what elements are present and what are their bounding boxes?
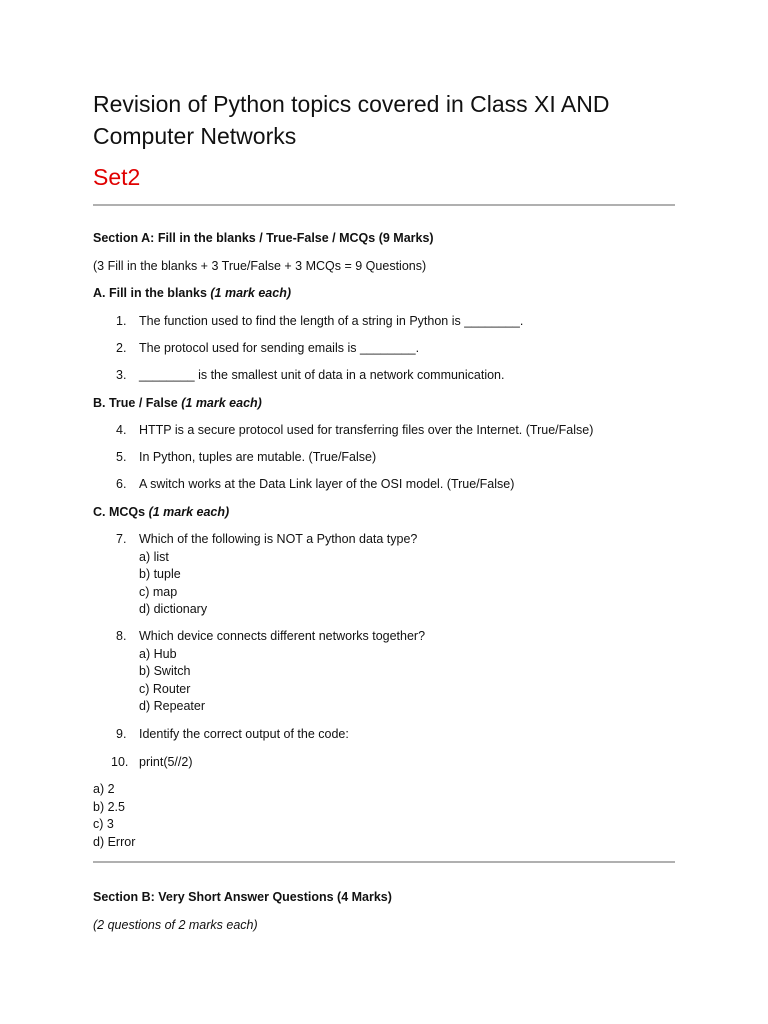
- question-number: 1.: [116, 314, 127, 328]
- question-number: 8.: [116, 629, 127, 643]
- question-text: ________ is the smallest unit of data in a network communication.: [139, 368, 505, 382]
- mcq-label: C. MCQs: [93, 505, 149, 519]
- question-number: 10.: [111, 755, 129, 769]
- section-b-heading: Section B: Very Short Answer Questions (4 Marks): [93, 890, 392, 904]
- title-line-2: Computer Networks: [93, 123, 297, 149]
- question-text: HTTP is a secure protocol used for transferring files over the Internet. (True/False): [139, 423, 594, 437]
- question-text: A switch works at the Data Link layer of the OSI model. (True/False): [139, 477, 515, 491]
- option-c: c) Router: [139, 681, 191, 696]
- question-number: 6.: [116, 477, 127, 491]
- document-title: [93, 88, 675, 152]
- true-false-heading: [93, 395, 675, 412]
- question-number: 7.: [116, 532, 127, 546]
- option-a: a) 2: [93, 782, 115, 796]
- option-a: a) list: [139, 549, 169, 564]
- document-page: [93, 88, 675, 206]
- option-c: c) map: [139, 584, 178, 599]
- section-a-note: (3 Fill in the blanks + 3 True/False + 3 MCQs = 9 Questions): [93, 259, 427, 273]
- question-text: Identify the correct output of the code:: [139, 727, 349, 741]
- question-number: 2.: [116, 341, 127, 355]
- fill-in-blanks-heading: [93, 285, 675, 302]
- question-8: [93, 628, 675, 716]
- question-number: 3.: [116, 368, 127, 382]
- question-text: Which of the following is NOT a Python data type?: [139, 532, 418, 546]
- section-a-heading: Section A: Fill in the blanks / True-False / MCQs (9 Marks): [93, 231, 434, 245]
- question-number: 4.: [116, 423, 127, 437]
- option-b: b) 2.5: [93, 799, 125, 814]
- option-d: d) dictionary: [139, 602, 208, 616]
- option-d: d) Repeater: [139, 699, 206, 713]
- question-text: In Python, tuples are mutable. (True/False): [139, 450, 377, 464]
- option-b: b) Switch: [139, 664, 191, 678]
- question-text: The protocol used for sending emails is ________.: [139, 341, 420, 355]
- question-3: [93, 367, 675, 385]
- option-a: a) Hub: [139, 646, 177, 661]
- question-text: The function used to find the length of a string in Python is ________.: [139, 314, 524, 328]
- question-9: [93, 726, 675, 744]
- tf-label: B. True / False: [93, 396, 182, 410]
- divider: [93, 204, 675, 206]
- mcq-heading: [93, 504, 675, 521]
- trailing-options: [93, 781, 675, 851]
- question-5: [93, 449, 675, 467]
- tf-marks: (1 mark each): [181, 396, 262, 410]
- question-7: [93, 531, 675, 619]
- question-4: [93, 422, 675, 440]
- section-b-note: (2 questions of 2 marks each): [93, 918, 258, 932]
- set-label: Set2: [93, 164, 141, 190]
- question-number: 5.: [116, 450, 127, 464]
- question-text: print(5//2): [139, 755, 193, 769]
- option-c: c) 3: [93, 817, 114, 831]
- title-line-1: Revision of Python topics covered in Class XI AND: [93, 91, 610, 117]
- question-text: Which device connects different networks together?: [139, 629, 426, 643]
- mcq-marks: (1 mark each): [148, 505, 230, 519]
- option-d: d) Error: [93, 834, 136, 849]
- divider: [93, 861, 675, 863]
- question-6: [93, 476, 675, 494]
- question-number: 9.: [116, 727, 127, 741]
- option-b: b) tuple: [139, 567, 181, 581]
- question-10: [93, 754, 675, 772]
- fill-label: A. Fill in the blanks: [93, 286, 211, 300]
- question-2: [93, 340, 675, 358]
- fill-marks: (1 mark each): [210, 286, 291, 300]
- question-1: [93, 313, 675, 331]
